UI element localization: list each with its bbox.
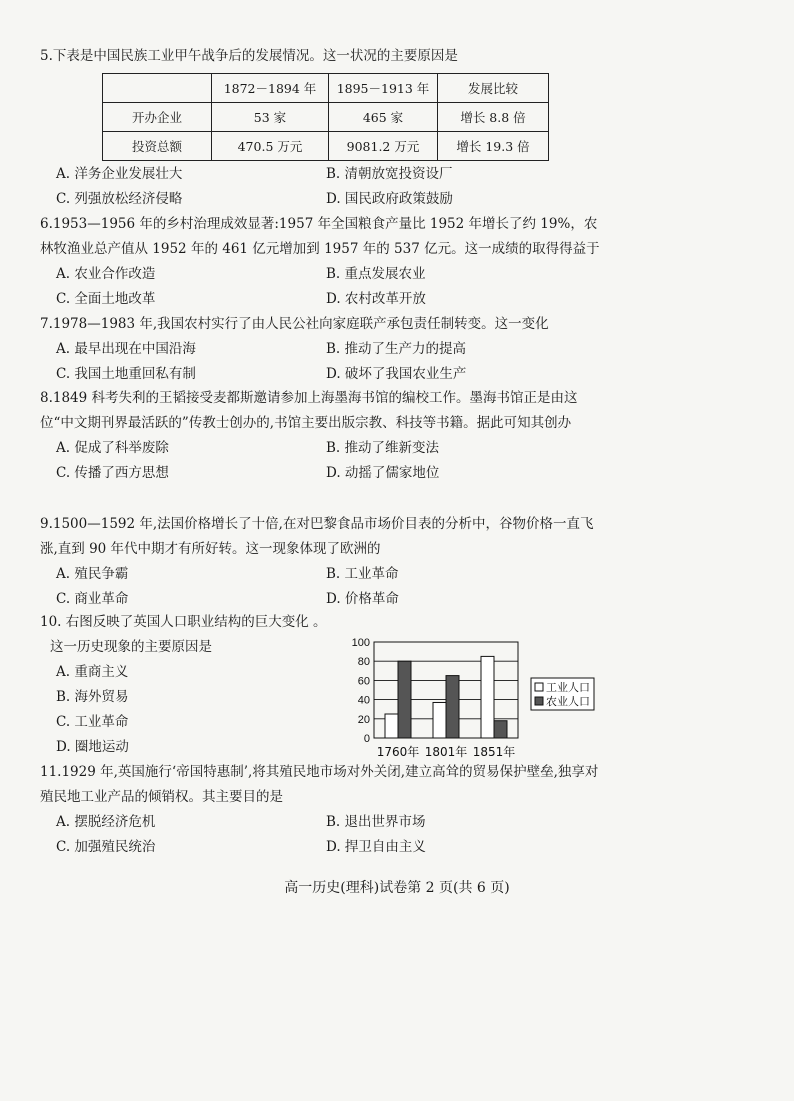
table-row [103, 132, 549, 161]
option-d[interactable]: D. 捍卫自由主义 [326, 839, 426, 855]
table-cell: 投资总额 [103, 132, 212, 161]
question-7-stem: 7.1978—1983 年,我国农村实行了由人民公社向家庭联产承包责任制转变。这一变化 [40, 316, 549, 332]
y-tick-label: 40 [357, 694, 370, 707]
industry-table [102, 73, 549, 161]
option-b[interactable]: B. 推动了生产力的提高 [326, 341, 467, 357]
population-chart [350, 636, 600, 764]
option-d[interactable]: D. 国民政府政策鼓励 [326, 191, 453, 207]
y-tick-label: 100 [351, 637, 370, 649]
question-5 [40, 44, 600, 69]
bar-industry [481, 656, 494, 738]
table-cell: 增长 8.8 倍 [438, 103, 549, 132]
x-tick-label: 1851年 [472, 745, 516, 759]
legend-label: 工业人口 [546, 681, 590, 694]
table-cell: 增长 19.3 倍 [438, 132, 549, 161]
question-6 [40, 212, 600, 312]
option-c[interactable]: C. 商业革命 [56, 591, 129, 607]
y-tick-label: 20 [357, 713, 370, 726]
y-tick-label: 80 [357, 656, 370, 669]
question-8 [40, 386, 600, 486]
table-cell: 9081.2 万元 [329, 132, 438, 161]
y-tick-label: 0 [363, 733, 370, 745]
question-5-stem: 5.下表是中国民族工业甲午战争后的发展情况。这一状况的主要原因是 [40, 48, 458, 64]
option-c[interactable]: C. 工业革命 [56, 714, 129, 730]
legend-label: 农业人口 [546, 695, 590, 708]
table-cell: 470.5 万元 [212, 132, 329, 161]
question-10-stem: 10. 右图反映了英国人口职业结构的巨大变化 。 [40, 614, 327, 630]
table-cell: 开办企业 [103, 103, 212, 132]
bar-industry [433, 702, 446, 738]
bar-agriculture [446, 676, 459, 738]
option-d[interactable]: D. 破坏了我国农业生产 [326, 366, 467, 382]
option-a[interactable]: A. 殖民争霸 [56, 566, 129, 582]
question-11 [40, 760, 600, 860]
option-d[interactable]: D. 动摇了儒家地位 [326, 465, 440, 481]
option-a[interactable]: A. 洋务企业发展壮大 [56, 166, 183, 182]
option-c[interactable]: C. 传播了西方思想 [56, 465, 169, 481]
question-9-stem: 9.1500—1592 年,法国价格增长了十倍,在对巴黎食品市场价目表的分析中，谷物价格一直飞涨,直到 90 年代中期才有所好转。这一现象体现了欧洲的 [40, 516, 594, 557]
question-8-stem: 8.1849 科考失利的王韬接受麦都斯邀请参加上海墨海书馆的编校工作。墨海书馆正是由这位“中文期刊界最活跃的”传教士创办的,书馆主要出版宗教、科技等书籍。据此可知其创办 [40, 390, 578, 431]
question-10-sub: 这一历史现象的主要原因是 [50, 639, 212, 655]
y-tick-label: 60 [357, 675, 370, 688]
table-cell [103, 74, 212, 103]
legend-swatch [535, 683, 543, 691]
table-row [103, 103, 549, 132]
option-a[interactable]: A. 最早出现在中国沿海 [56, 341, 196, 357]
table-cell: 53 家 [212, 103, 329, 132]
option-c[interactable]: C. 列强放松经济侵略 [56, 191, 183, 207]
option-b[interactable]: B. 推动了维新变法 [326, 440, 440, 456]
option-b[interactable]: B. 重点发展农业 [326, 266, 426, 282]
table-cell: 发展比较 [438, 74, 549, 103]
option-a[interactable]: A. 农业合作改造 [56, 266, 156, 282]
table-cell: 1872－1894 年 [212, 74, 329, 103]
question-6-stem: 6.1953—1956 年的乡村治理成效显著:1957 年全国粮食产量比 1952 年增长了约 19%，农林牧渔业总产值从 1952 年的 461 亿元增加到 1957 年的 537 亿元。这一成绩的取得得益于 [40, 216, 600, 257]
option-d[interactable]: D. 农村改革开放 [326, 291, 426, 307]
question-7 [40, 312, 600, 387]
x-tick-label: 1801年 [424, 745, 468, 759]
option-d[interactable]: D. 圈地运动 [56, 739, 129, 755]
question-10 [40, 610, 370, 760]
x-tick-label: 1760年 [376, 745, 420, 759]
option-b[interactable]: B. 退出世界市场 [326, 814, 426, 830]
option-d[interactable]: D. 价格革命 [326, 591, 399, 607]
table-header-row [103, 74, 549, 103]
bar-agriculture [494, 721, 507, 738]
question-5-options [40, 162, 600, 212]
option-c[interactable]: C. 全面土地改革 [56, 291, 156, 307]
option-b[interactable]: B. 清朝放宽投资设厂 [326, 166, 453, 182]
option-c[interactable]: C. 加强殖民统治 [56, 839, 156, 855]
question-9 [40, 512, 600, 612]
legend-swatch [535, 697, 543, 705]
option-b[interactable]: B. 工业革命 [326, 566, 399, 582]
table-cell: 1895－1913 年 [329, 74, 438, 103]
page-footer: 高一历史(理科)试卷第 2 页(共 6 页) [284, 880, 510, 896]
option-a[interactable]: A. 摆脱经济危机 [56, 814, 156, 830]
option-a[interactable]: A. 重商主义 [56, 664, 129, 680]
bar-industry [385, 714, 398, 738]
option-b[interactable]: B. 海外贸易 [56, 689, 129, 705]
table-cell: 465 家 [329, 103, 438, 132]
bar-agriculture [398, 661, 411, 738]
option-c[interactable]: C. 我国土地重回私有制 [56, 366, 196, 382]
question-11-stem: 11.1929 年,英国施行‘帝国特惠制’,将其殖民地市场对外关闭,建立高耸的贸易保护壁垒,独享对殖民地工业产品的倾销权。其主要目的是 [40, 764, 599, 805]
option-a[interactable]: A. 促成了科举废除 [56, 440, 169, 456]
